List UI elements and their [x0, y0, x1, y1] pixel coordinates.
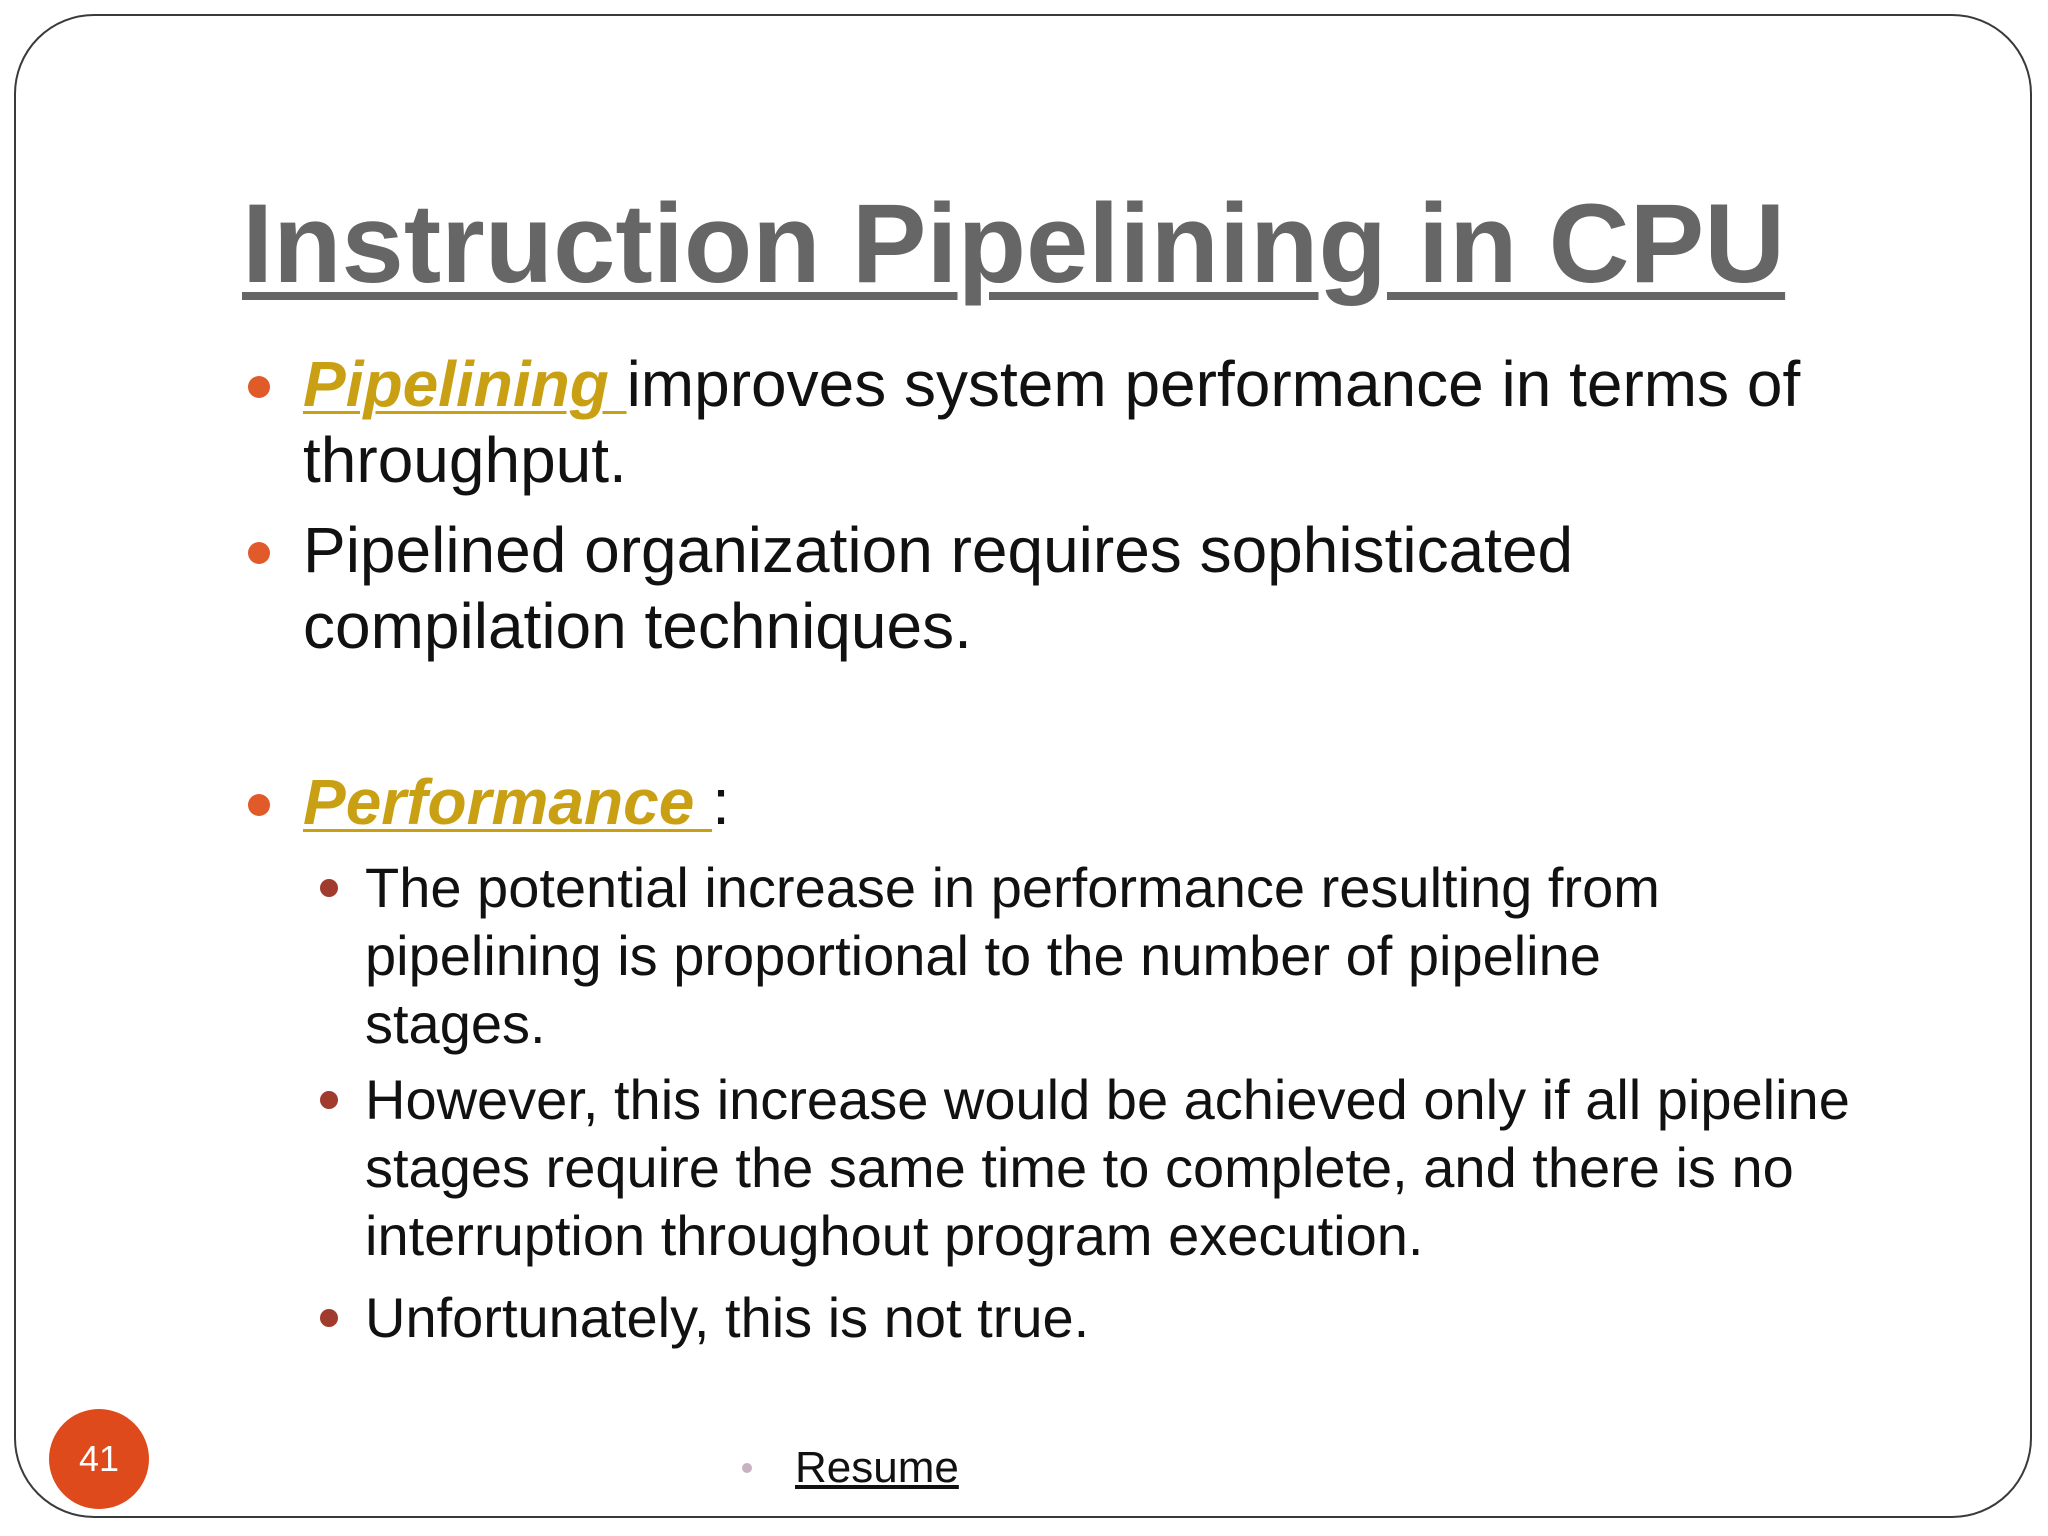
term-pipelining: Pipelining: [303, 348, 627, 420]
bullet-item-organization: [303, 512, 1703, 664]
sub-bullet-item: [365, 854, 1795, 1058]
bullet-item-pipelining: [303, 346, 1913, 498]
sub-bullet-text: Unfortunately, this is not true.: [365, 1286, 1090, 1349]
sub-bullet-item: [365, 1284, 1795, 1352]
slide-title: [242, 181, 1786, 306]
sub-bullet-dot: [320, 1091, 338, 1109]
slide: [14, 14, 2032, 1518]
resume-link[interactable]: Resume: [795, 1443, 959, 1492]
sub-bullet-item: [365, 1066, 1900, 1270]
sub-bullet-dot: [320, 1309, 338, 1327]
slide-title-text: Instruction Pipelining in CPU: [242, 181, 1786, 306]
bullet-text: Pipelined organization requires sophisticated compilation techniques.: [303, 514, 1574, 662]
bullet-text: :: [712, 766, 730, 838]
bullet-dot: [248, 794, 270, 816]
bullet-dot: [248, 376, 270, 398]
bullet-item-performance: [303, 764, 1703, 840]
sub-bullet-text: The potential increase in performance resulting from pipelining is proportional to the number of pipeline stages.: [365, 856, 1660, 1055]
bullet-text: improves system performance in terms of throughput.: [303, 348, 1801, 496]
sub-bullet-dot: [320, 879, 338, 897]
footer-bullet-dot: [742, 1463, 752, 1473]
bullet-dot: [248, 542, 270, 564]
page-number-badge: 41: [49, 1409, 149, 1509]
sub-bullet-text: However, this increase would be achieved only if all pipeline stages require the same time to complete, and there is no interruption throughout program execution.: [365, 1068, 1850, 1267]
term-performance: Performance: [303, 766, 713, 838]
